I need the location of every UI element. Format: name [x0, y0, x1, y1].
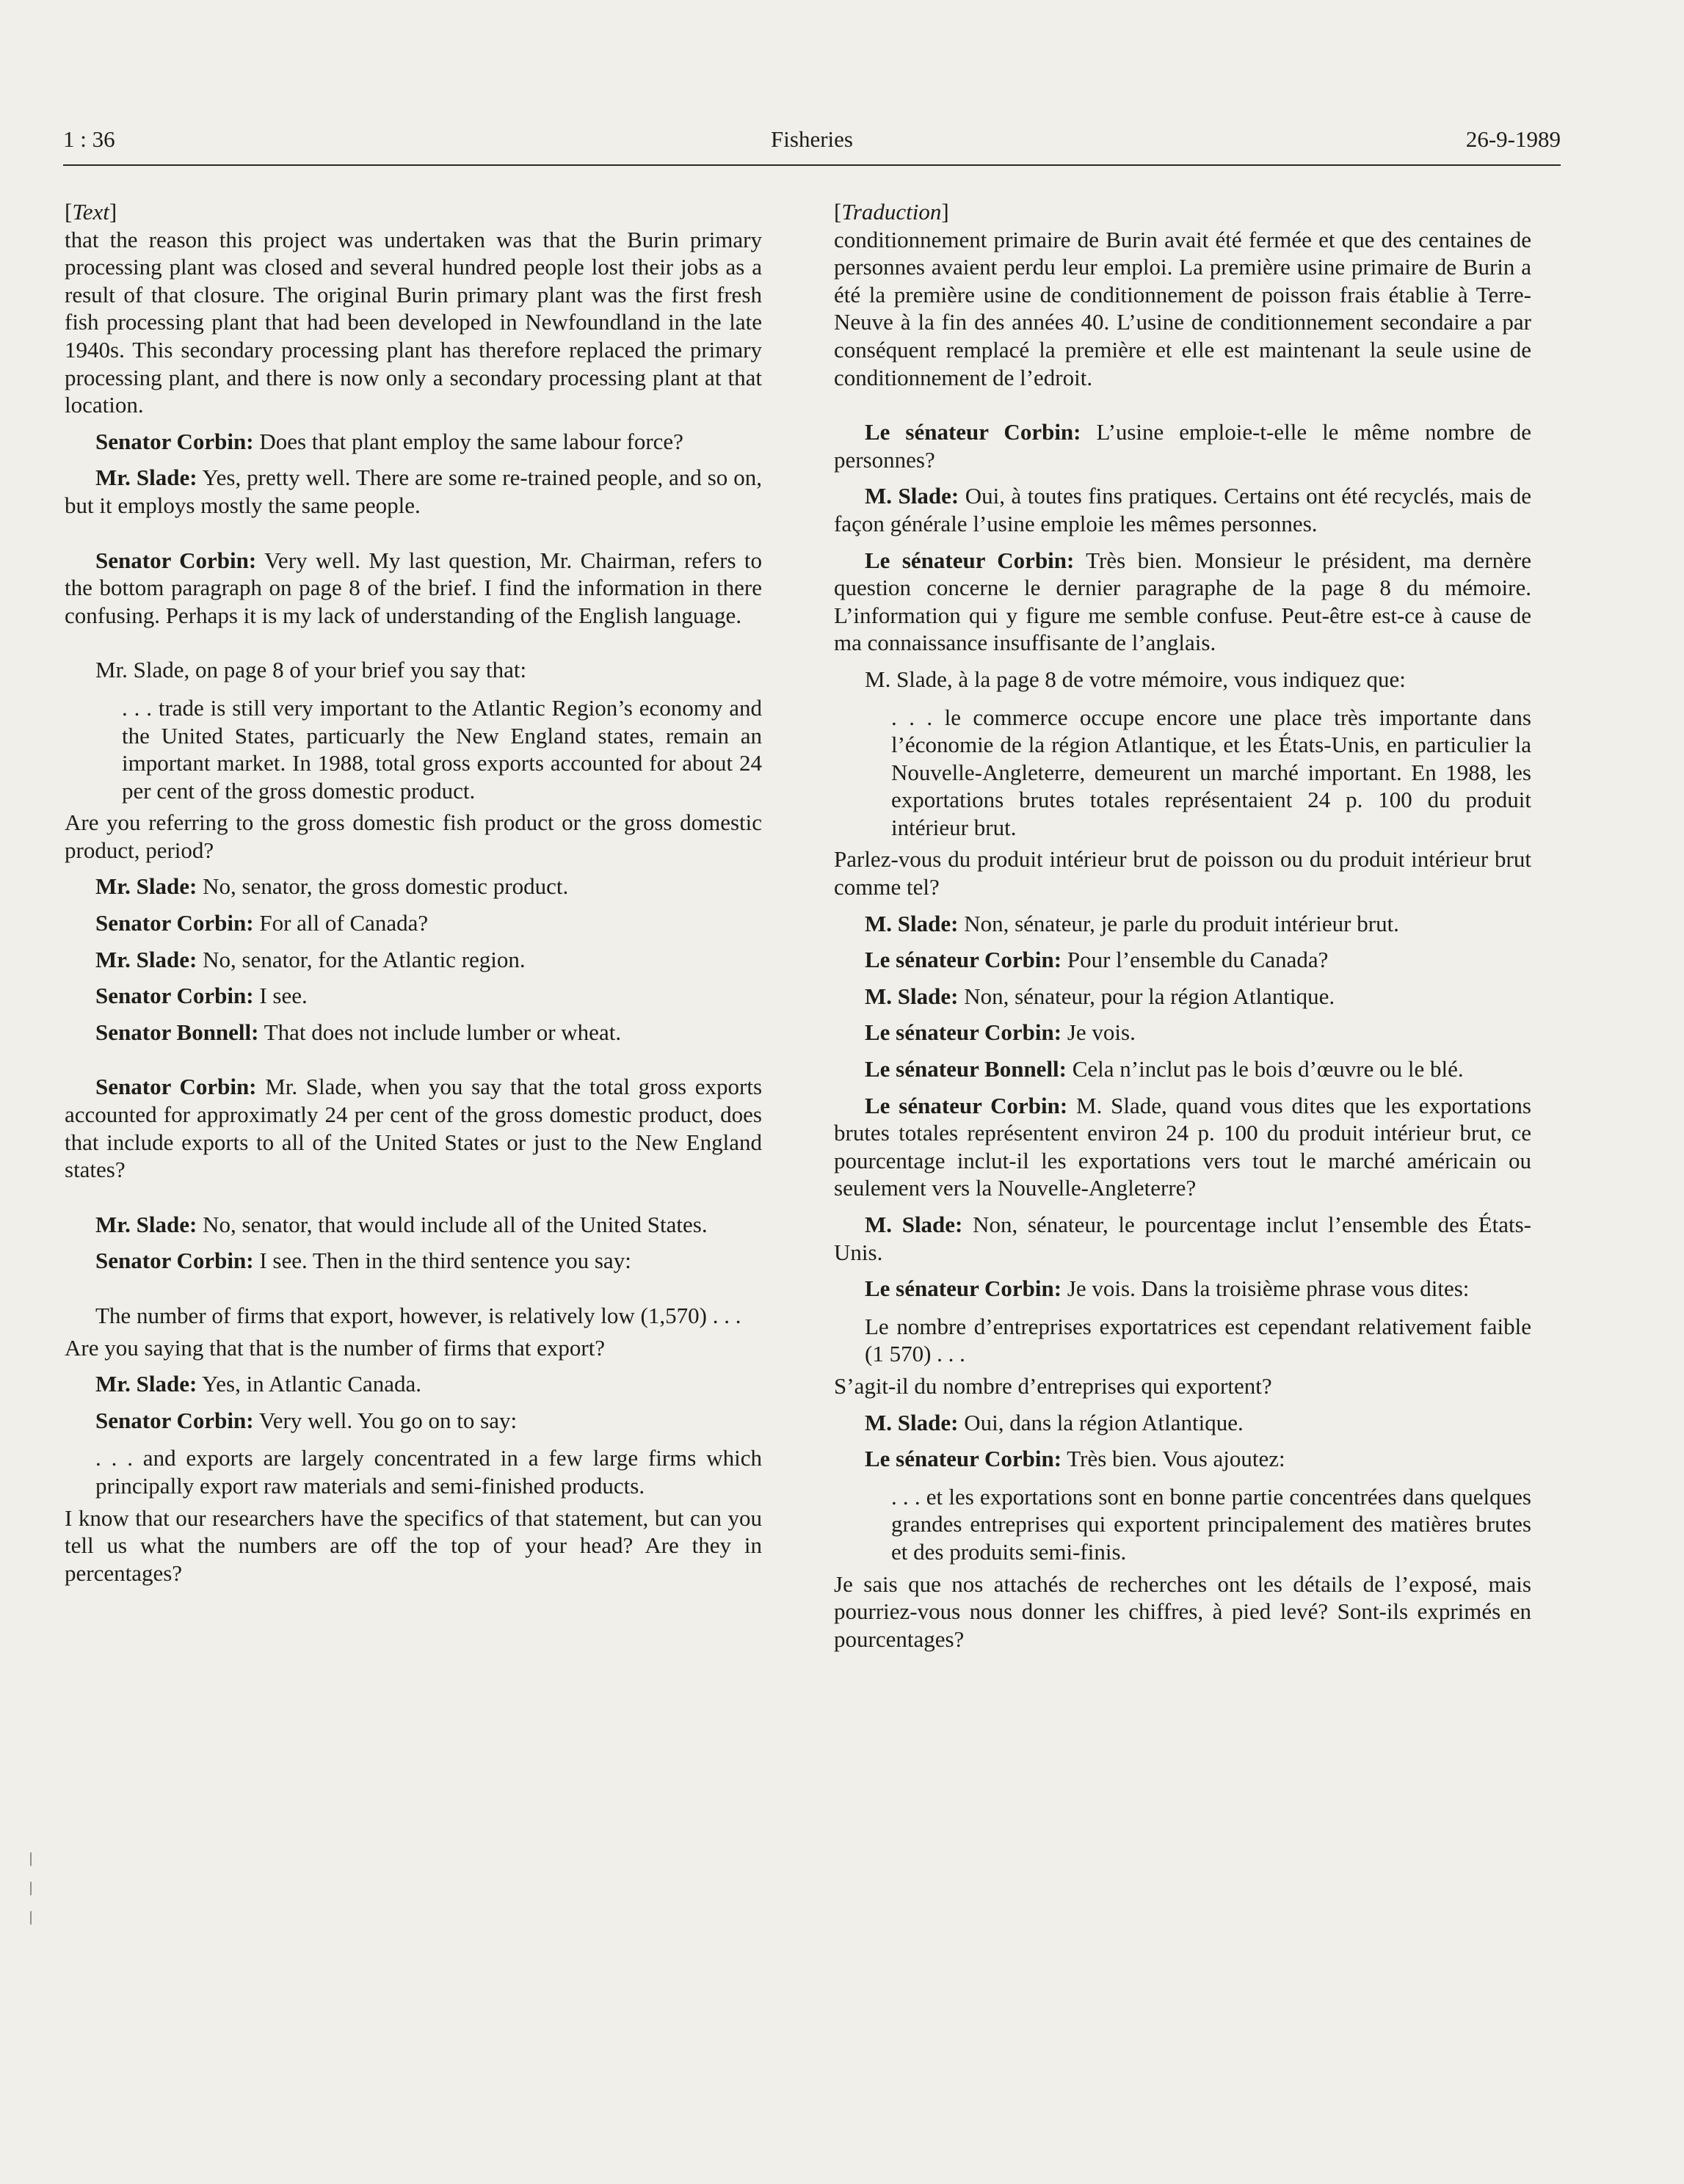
text-marker-label: Text — [72, 199, 109, 225]
speaker-name: Le sénateur Bonnell: — [865, 1056, 1067, 1082]
speaker-name: Senator Bonnell: — [95, 1019, 259, 1045]
block-quote: . . . et les exportations sont en bonne partie concentrées dans quelques grandes entreprises qui exportent principalement des matières brutes et des produits semi-finis. — [891, 1483, 1531, 1565]
paragraph: Are you saying that that is the number of firms that export? — [65, 1334, 606, 1361]
speech-text: Does that plant employ the same labour force? — [253, 428, 683, 454]
speaker-turn — [65, 982, 762, 1010]
speaker-name: Le sénateur Corbin: — [865, 1019, 1062, 1046]
speech-text: Cela n’inclut pas le bois d’œuvre ou le blé. — [1067, 1056, 1464, 1082]
speech-text: Je vois. Dans la troisième phrase vous dites: — [1061, 1275, 1470, 1302]
paragraph: conditionnement primaire de Burin avait été fermée et que des centaines de personnes avaient perdu leur emploi. La première usine primaire de Burin a été la première usine de conditionnement de poisson frais établie à Terre-Neuve à la fin des années 40. L’usine de conditionnement secondaire a par conséquent remplacé la première et elle est maintenant la seule usine de conditionnement de l’edroit. — [834, 226, 1531, 390]
speech-text: Très bien. Vous ajoutez: — [1061, 1446, 1285, 1472]
speaker-turn — [65, 428, 762, 456]
speaker-name: Senator Corbin: — [95, 983, 254, 1009]
speaker-turn — [834, 1409, 1531, 1437]
paragraph: Je sais que nos attachés de recherches ont les détails de l’exposé, mais pourriez-vous nous donner les chiffres, à pied levé? Sont-ils exprimés en pourcentages? — [834, 1570, 1531, 1652]
paragraph: S’agit-il du nombre d’entreprises qui exportent? — [834, 1372, 1272, 1399]
block-quote: . . . trade is still very important to the Atlantic Region’s economy and the United States, particuarly the New England states, remain an important market. In 1988, total gross exports accounted for about 24 per cent of the gross domestic product. — [122, 694, 762, 804]
speech-text: Oui, à toutes fins pratiques. Certains ont été recyclés, mais de façon générale l’usine emploie les mêmes personnes. — [834, 483, 1532, 536]
speaker-turn — [65, 909, 762, 937]
page-header — [63, 120, 1561, 166]
page-title: Fisheries — [771, 126, 853, 152]
speaker-name: Senator Corbin: — [95, 910, 254, 936]
speech-text: For all of Canada? — [253, 910, 429, 936]
speaker-turn — [834, 1019, 1531, 1046]
speech-text: Pour l’ensemble du Canada? — [1061, 947, 1329, 973]
speaker-turn — [65, 1019, 762, 1046]
speech-text: Yes, pretty well. There are some re-trained people, and so on, but it employs mostly the same people. — [65, 465, 762, 518]
block-quote: Le nombre d’entreprises exportatrices est cependant relativement faible (1 570) . . . — [865, 1313, 1531, 1367]
speech-text: M. Slade, à la page 8 de votre mémoire, vous indiquez que: — [865, 666, 1406, 692]
speaker-name: M. Slade: — [865, 910, 959, 936]
page-date: 26-9-1989 — [1465, 126, 1561, 152]
traduction-marker-label: Traduction — [841, 199, 942, 225]
speaker-turn — [834, 910, 1531, 938]
speaker-turn — [65, 1211, 762, 1239]
speaker-name: Mr. Slade: — [95, 1211, 197, 1237]
speaker-turn — [834, 983, 1531, 1011]
speaker-turn — [834, 1211, 1531, 1266]
speech-text: I see. — [253, 983, 308, 1009]
speaker-turn — [65, 1370, 762, 1398]
speaker-name: Senator Corbin: — [95, 1407, 254, 1433]
speaker-turn — [65, 1407, 762, 1435]
speech-text: No, senator, the gross domestic product. — [197, 873, 569, 900]
speaker-name: Le sénateur Corbin: — [865, 547, 1075, 573]
speaker-turn — [834, 946, 1531, 974]
speaker-name: Le sénateur Corbin: — [865, 947, 1062, 973]
speech-text: Mr. Slade, on page 8 of your brief you say that: — [95, 657, 527, 683]
speech-text: Je vois. — [1061, 1019, 1136, 1046]
speech-text: I see. Then in the third sentence you say: — [253, 1248, 631, 1274]
speaker-turn — [834, 1275, 1531, 1303]
speech-text: Very well. My last question, Mr. Chairman, refers to the bottom paragraph on page 8 of the brief. I find the information in there confusing. Perhaps it is my lack of understanding of the English language. — [65, 547, 763, 628]
speech-text: Très bien. Monsieur le président, ma dernère question concerne le dernier paragraphe de la page 8 du mémoire. L’information qui y figure me semble confuse. Peut-être est-ce à cause de ma connaissance insuffisante de l’anglais. — [834, 547, 1531, 656]
speaker-turn — [834, 1445, 1531, 1473]
speaker-name: Senator Corbin: — [95, 547, 257, 573]
speaker-turn — [834, 482, 1531, 537]
speaker-turn — [834, 1092, 1531, 1202]
speech-text: Non, sénateur, pour la région Atlantique. — [958, 983, 1335, 1009]
paragraph: that the reason this project was undertaken was that the Burin primary processing plant was closed and several hundred people lost their jobs as a result of that closure. The original Burin primary plant was the first fresh fish processing plant that had been developed in Newfoundland in the late 1940s. This secondary processing plant has therefore replaced the primary processing plant, and there is now only a secondary processing plant at that location. — [65, 226, 762, 418]
margin-bars: | | | — [29, 1850, 33, 1925]
paragraph: Are you referring to the gross domestic fish product or the gross domestic product, period? — [65, 809, 762, 863]
speaker-turn — [65, 946, 762, 974]
speech-text: No, senator, for the Atlantic region. — [197, 946, 526, 972]
speaker-name: Mr. Slade: — [95, 873, 197, 900]
paragraph: I know that our researchers have the specifics of that statement, but can you tell us what the numbers are off the top of your head? Are they in percentages? — [65, 1504, 762, 1586]
speaker-name: Mr. Slade: — [95, 1371, 197, 1397]
paragraph: Parlez-vous du produit intérieur brut de poisson ou du produit intérieur brut comme tel? — [834, 846, 1531, 900]
english-column — [65, 198, 762, 1587]
text-marker: [Text] — [65, 199, 117, 225]
speech-text: Yes, in Atlantic Canada. — [197, 1371, 422, 1397]
speaker-turn — [834, 418, 1531, 473]
speaker-turn — [65, 873, 762, 900]
speaker-name: M. Slade: — [865, 1212, 963, 1237]
french-column — [834, 198, 1531, 1653]
page-number: 1 : 36 — [63, 126, 115, 152]
speaker-name: Senator Corbin: — [95, 428, 254, 454]
speaker-turn — [65, 547, 762, 630]
speaker-name: Le sénateur Corbin: — [865, 419, 1081, 445]
speech-text: That does not include lumber or wheat. — [258, 1019, 622, 1045]
speaker-name: Senator Corbin: — [95, 1248, 254, 1274]
speaker-name: Le sénateur Corbin: — [865, 1446, 1062, 1472]
speech-text: L’usine emploie-t-elle le même nombre de personnes? — [834, 419, 1531, 473]
block-quote: The number of firms that export, however, is relatively low (1,570) . . . — [95, 1303, 741, 1328]
speech-text: Non, sénateur, le pourcentage inclut l’ensemble des États-Unis. — [834, 1212, 1531, 1265]
speaker-turn — [65, 1247, 762, 1275]
block-quote: . . . and exports are largely concentrated in a few large firms which principally export raw materials and semi-finished products. — [95, 1445, 762, 1499]
speech-text: Oui, dans la région Atlantique. — [958, 1409, 1244, 1435]
speech-text: Very well. You go on to say: — [253, 1407, 518, 1433]
speaker-turn — [834, 547, 1531, 657]
speaker-turn — [65, 1073, 762, 1183]
speaker-name: Mr. Slade: — [95, 946, 197, 972]
speech-text: Non, sénateur, je parle du produit intérieur brut. — [958, 910, 1399, 936]
speaker-name: Le sénateur Corbin: — [865, 1092, 1068, 1118]
speaker-name: Mr. Slade: — [95, 465, 197, 491]
speaker-name: Senator Corbin: — [95, 1074, 257, 1100]
traduction-marker: [Traduction] — [834, 199, 949, 225]
speech-text: Mr. Slade, when you say that the total gross exports accounted for approximatly 24 per cent of the gross domestic product, does that include exports to all of the United States or just to the New England states? — [65, 1074, 763, 1183]
speaker-turn — [834, 1055, 1531, 1083]
block-quote: . . . le commerce occupe encore une place très importante dans l’économie de la région Atlantique, et les États-Unis, en particulier la Nouvelle-Angleterre, demeurent un marché important. En 1988, les exportations brutes totales représentaient 24 p. 100 du produit intérieur brut. — [891, 704, 1531, 840]
speaker-turn — [65, 464, 762, 519]
speaker-name: M. Slade: — [865, 983, 959, 1009]
speech-text: M. Slade, quand vous dites que les exportations brutes totales représentent environ 24 p. 100 du produit intérieur brut, ce pourcentage inclut-il les exportations vers tout le marché américain ou seulement vers la Nouvelle-Angleterre? — [834, 1092, 1531, 1201]
speaker-name: Le sénateur Corbin: — [865, 1275, 1062, 1302]
speaker-name: M. Slade: — [865, 1409, 959, 1435]
speaker-name: M. Slade: — [865, 483, 959, 509]
speech-text: No, senator, that would include all of the United States. — [197, 1211, 708, 1237]
